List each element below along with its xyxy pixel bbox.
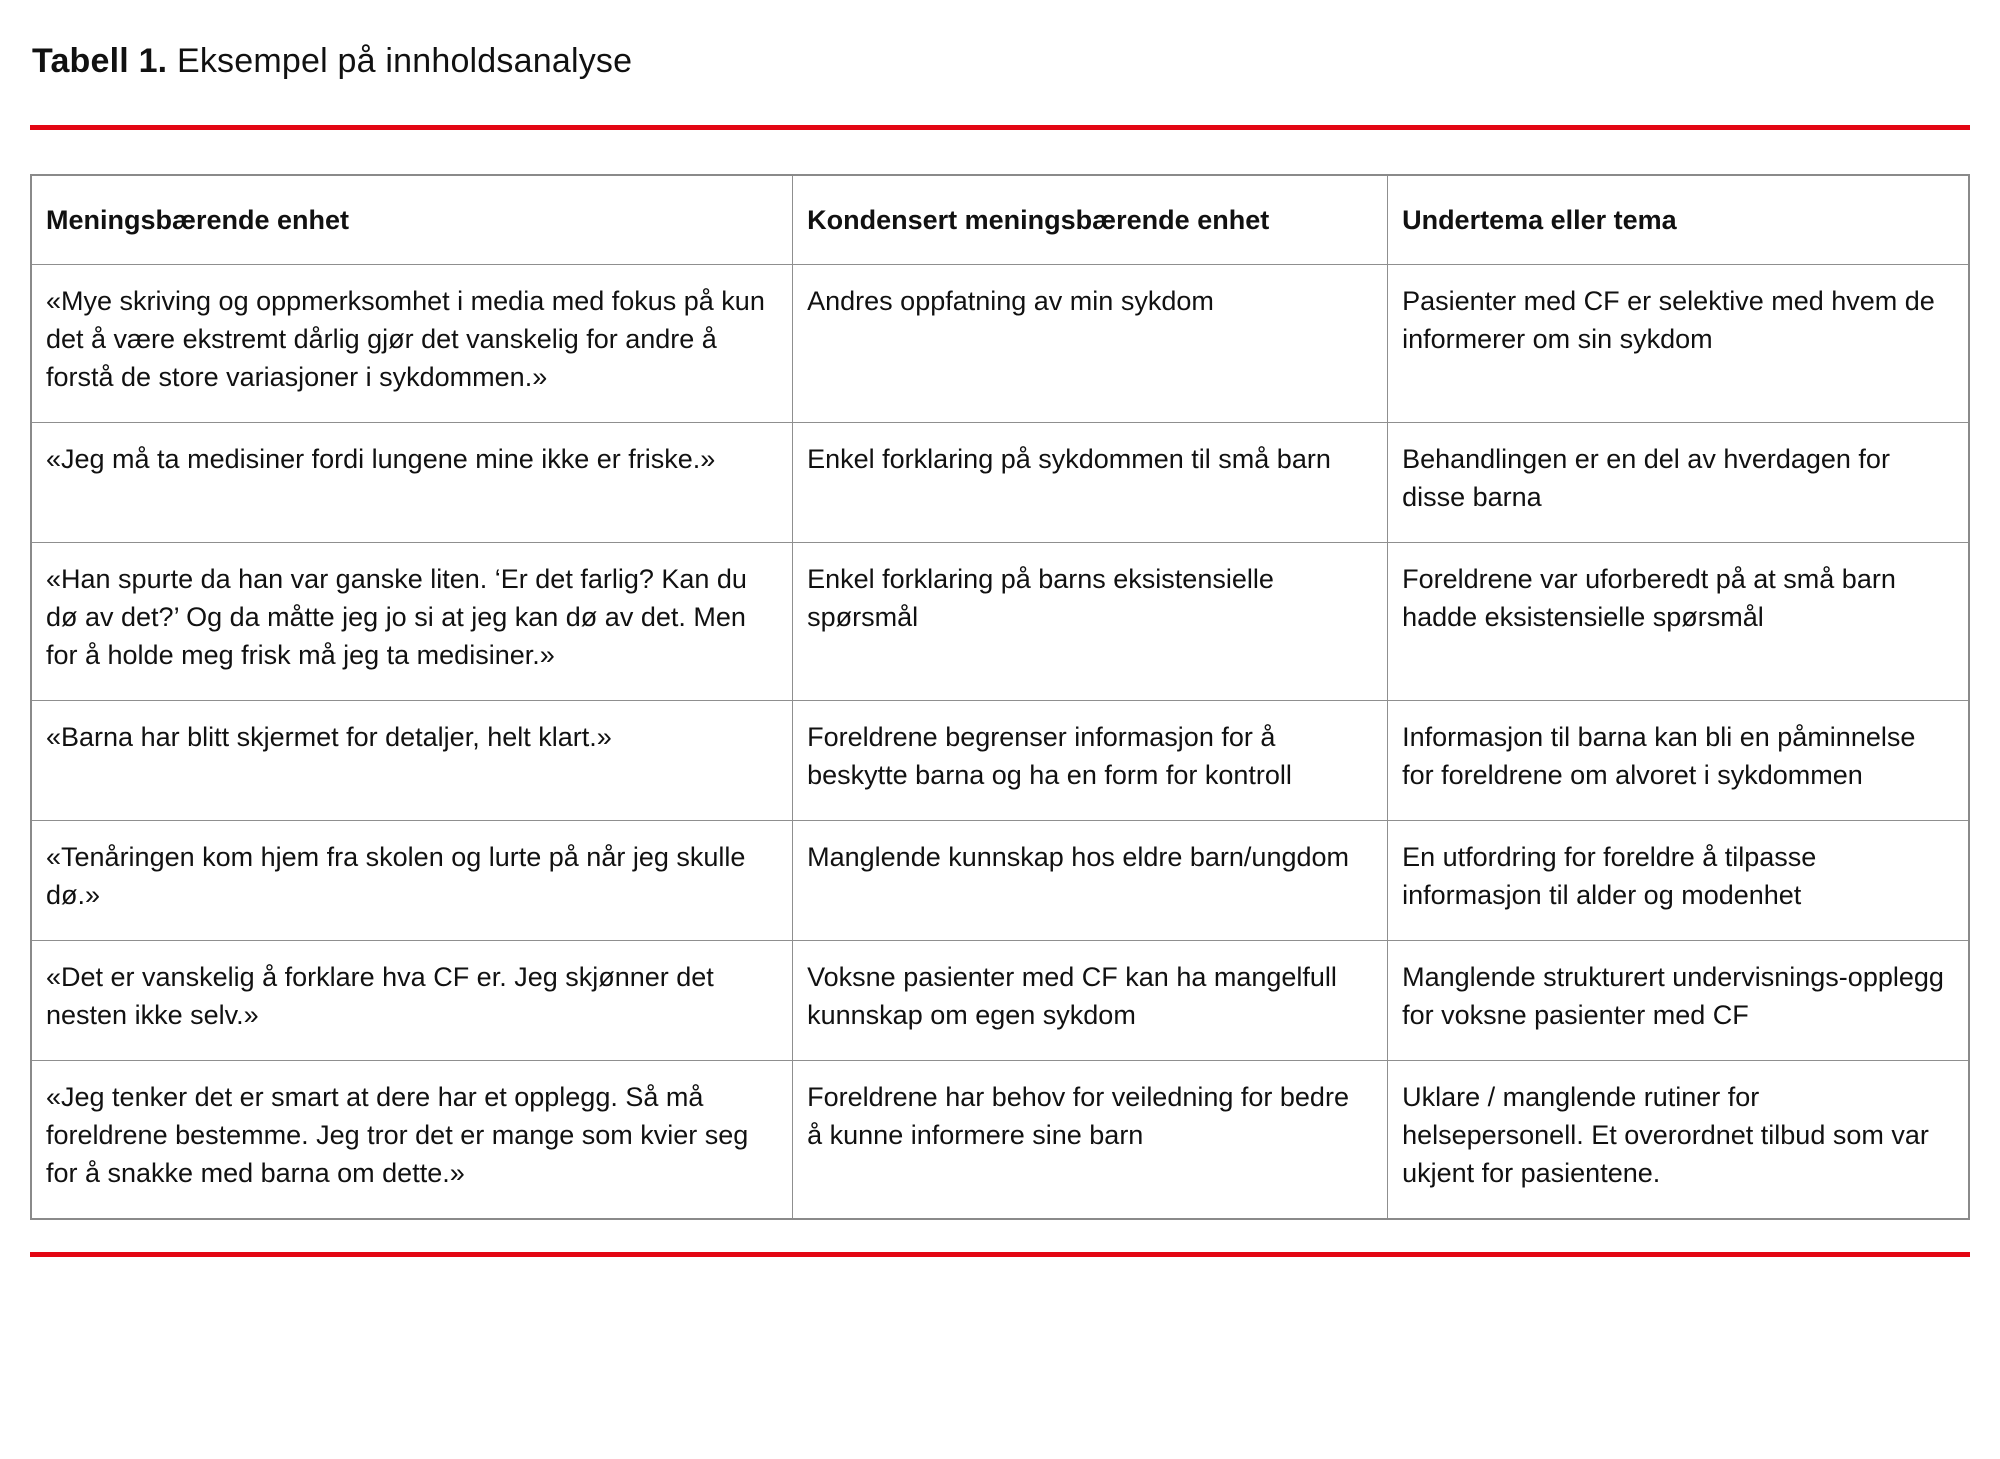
cell-condensed-unit: Voksne pasienter med CF kan ha mangelfull kunnskap om egen sykdom: [793, 940, 1388, 1060]
column-header-condensed-unit: Kondensert meningsbærende enhet: [793, 175, 1388, 265]
header-row: [31, 175, 1969, 265]
column-header-meaning-unit: Meningsbærende enhet: [31, 175, 793, 265]
table-header: [31, 175, 1969, 265]
table-title-text: Eksempel på innholdsanalyse: [167, 42, 633, 80]
bottom-rule: [30, 1252, 1970, 1257]
table-row: [31, 700, 1969, 820]
cell-meaning-unit: «Jeg må ta medisiner fordi lungene mine ikke er friske.»: [31, 422, 793, 542]
table-title-label: Tabell 1.: [32, 42, 168, 80]
cell-condensed-unit: Foreldrene har behov for veiledning for bedre å kunne informere sine barn: [793, 1060, 1388, 1219]
cell-meaning-unit: «Tenåringen kom hjem fra skolen og lurte på når jeg skulle dø.»: [31, 820, 793, 940]
cell-theme: Manglende strukturert undervisnings-opplegg for voksne pasienter med CF: [1388, 940, 1969, 1060]
table-body: [31, 264, 1969, 1219]
cell-meaning-unit: «Han spurte da han var ganske liten. ‘Er det farlig? Kan du dø av det?’ Og da måtte jeg jo si at jeg kan dø av det. Men for å holde meg frisk må jeg ta medisiner.»: [31, 542, 793, 700]
cell-theme: Behandlingen er en del av hverdagen for disse barna: [1388, 422, 1969, 542]
cell-meaning-unit: «Det er vanskelig å forklare hva CF er. Jeg skjønner det nesten ikke selv.»: [31, 940, 793, 1060]
cell-theme: En utfordring for foreldre å tilpasse informasjon til alder og modenhet: [1388, 820, 1969, 940]
content-analysis-table: [30, 174, 1970, 1220]
table-row: [31, 264, 1969, 422]
cell-meaning-unit: «Mye skriving og oppmerksomhet i media med fokus på kun det å være ekstremt dårlig gjør det vanskelig for andre å forstå de store variasjoner i sykdommen.»: [31, 264, 793, 422]
cell-condensed-unit: Enkel forklaring på barns eksistensielle spørsmål: [793, 542, 1388, 700]
table-row: [31, 422, 1969, 542]
cell-theme: Informasjon til barna kan bli en påminnelse for foreldrene om alvoret i sykdommen: [1388, 700, 1969, 820]
cell-theme: Foreldrene var uforberedt på at små barn hadde eksistensielle spørsmål: [1388, 542, 1969, 700]
table-row: [31, 820, 1969, 940]
cell-condensed-unit: Manglende kunnskap hos eldre barn/ungdom: [793, 820, 1388, 940]
cell-meaning-unit: «Barna har blitt skjermet for detaljer, helt klart.»: [31, 700, 793, 820]
table-row: [31, 542, 1969, 700]
cell-condensed-unit: Enkel forklaring på sykdommen til små barn: [793, 422, 1388, 542]
column-header-theme: Undertema eller tema: [1388, 175, 1969, 265]
table-title: [32, 40, 1970, 83]
cell-meaning-unit: «Jeg tenker det er smart at dere har et opplegg. Så må foreldrene bestemme. Jeg tror det er mange som kvier seg for å snakke med barna om dette.»: [31, 1060, 793, 1219]
table-row: [31, 1060, 1969, 1219]
cell-theme: Pasienter med CF er selektive med hvem de informerer om sin sykdom: [1388, 264, 1969, 422]
cell-condensed-unit: Foreldrene begrenser informasjon for å beskytte barna og ha en form for kontroll: [793, 700, 1388, 820]
cell-condensed-unit: Andres oppfatning av min sykdom: [793, 264, 1388, 422]
top-rule: [30, 125, 1970, 130]
cell-theme: Uklare / manglende rutiner for helsepersonell. Et overordnet tilbud som var ukjent for pasientene.: [1388, 1060, 1969, 1219]
table-row: [31, 940, 1969, 1060]
